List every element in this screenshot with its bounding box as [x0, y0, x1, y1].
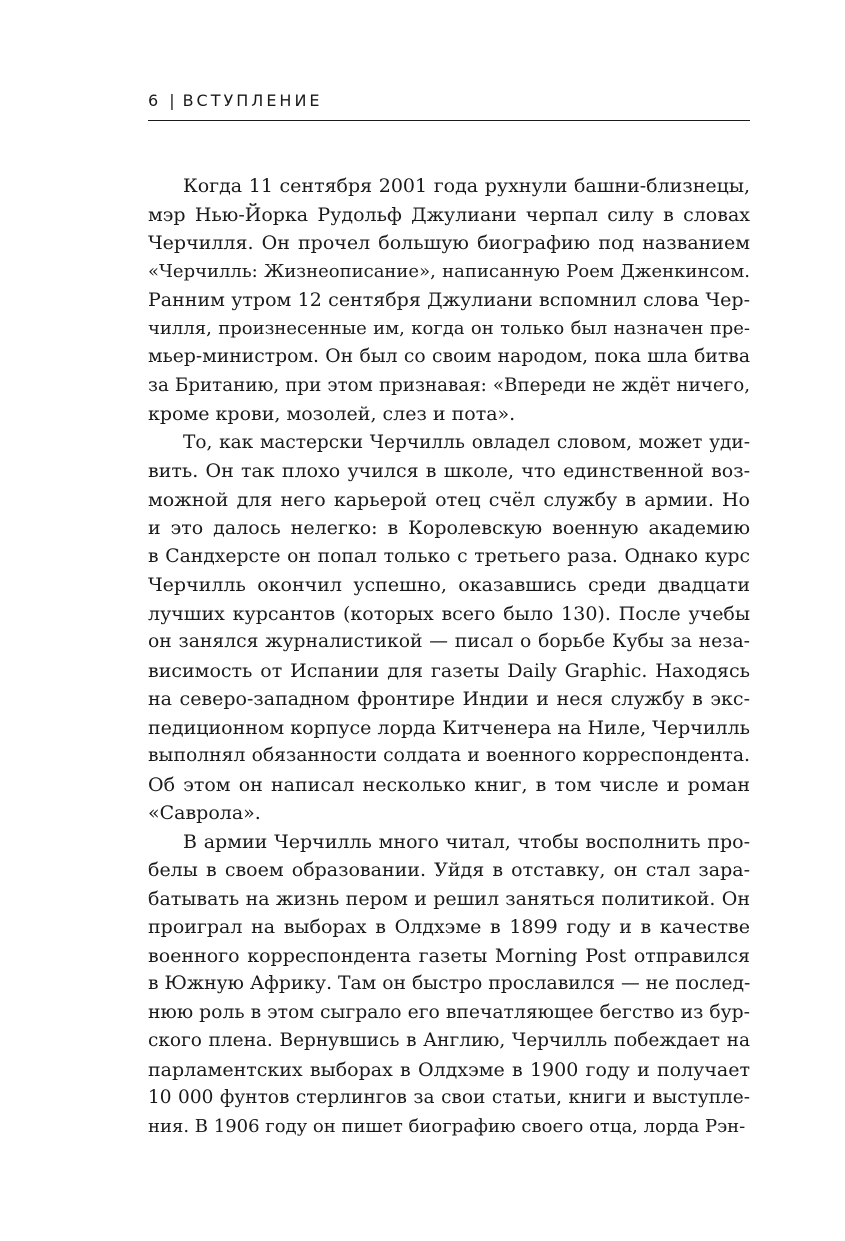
page-number: 6: [148, 91, 162, 110]
text-line: белы в своем образовании. Уйдя в отставку, он стал зара-: [148, 859, 750, 881]
text-line: проиграл на выборах в Олдхэме в 1899 году и в качестве: [148, 916, 750, 938]
text-line: То, как мастерски Черчилль овладел словом, может уди-: [183, 431, 750, 453]
text-line: он занялся журналистикой — писал о борьбе Кубы за неза-: [148, 631, 750, 652]
text-line: в Южную Африку. Там он быстро прославился — не послед-: [148, 973, 750, 994]
text-line: мьер-министром. Он был со своим народом, пока шла битва: [148, 346, 750, 367]
text-line: Об этом он написал несколько книг, в том числе и роман: [148, 773, 750, 796]
text-line: Ранним утром 12 сентября Джулиани вспомнил слова Чер-: [148, 289, 750, 311]
text-line: «Черчилль: Жизнеописание», написанную Роем Дженкинсом.: [148, 260, 750, 282]
text-line: В армии Черчилль много читал, чтобы восполнить про-: [183, 830, 750, 853]
text-line: Черчилля. Он прочел большую биографию под названием: [148, 232, 750, 254]
paragraph: [148, 828, 750, 1142]
text-line: выполнял обязанности солдата и военного корреспондента.: [148, 745, 750, 766]
text-line: ского плена. Вернувшись в Англию, Черчилль побеждает на: [148, 1030, 750, 1051]
text-line: 10 000 фунтов стерлингов за свои статьи, книги и выступле-: [148, 1087, 750, 1108]
text-line: вить. Он так плохо учился в школе, что единственной воз-: [148, 460, 750, 482]
section-title: ВСТУПЛЕНИЕ: [182, 91, 323, 110]
text-line: ния. В 1906 году он пишет биографию своего отца, лорда Рэн-: [148, 1115, 746, 1137]
header-rule: [148, 120, 750, 121]
text-line: чилля, произнесенные им, когда он только был назначен пре-: [148, 317, 750, 339]
paragraph: [148, 172, 750, 429]
text-line: висимость от Испании для газеты Daily Graphic. Находясь: [148, 659, 750, 682]
text-line: нюю роль в этом сыграло его впечатляющее бегство из бур-: [148, 1001, 750, 1023]
text-line: «Савролa».: [148, 802, 261, 824]
text-line: в Сандхерсте он попал только с третьего раза. Однако курс: [148, 545, 750, 567]
text-line: и это далось нелегко: в Королевскую военную академию: [148, 517, 750, 539]
text-line: лучших курсантов (которых всего было 130). После учебы: [148, 602, 750, 625]
running-head-separator: |: [169, 91, 175, 110]
text-line: педиционном корпусе лорда Китченера на Ниле, Черчилль: [148, 716, 750, 739]
text-line: на северо-западном фронтире Индии и неся службу в экс-: [148, 688, 750, 710]
text-line: за Британию, при этом признавая: «Впереди не ждёт ничего,: [148, 374, 750, 396]
text-line: кроме крови, мозолей, слез и пота».: [148, 403, 516, 425]
body-text: [148, 172, 750, 1141]
text-line: батывать на жизнь пером и решил заняться политикой. Он: [148, 887, 750, 910]
text-line: Черчилль окончил успешно, оказавшись среди двадцати: [148, 574, 750, 596]
text-line: мэр Нью-Йорка Рудольф Джулиани черпал силу в словах: [148, 203, 750, 226]
text-line: можной для него карьерой отец счёл службу в армии. Но: [148, 488, 750, 511]
running-head: [148, 91, 750, 115]
paragraph: [148, 429, 750, 828]
text-line: Когда 11 сентября 2001 года рухнули башни-близнецы,: [183, 175, 750, 197]
text-line: военного корреспондента газеты Morning Post отправился: [148, 944, 750, 967]
text-line: парламентских выборах в Олдхэме в 1900 году и получает: [148, 1058, 750, 1081]
